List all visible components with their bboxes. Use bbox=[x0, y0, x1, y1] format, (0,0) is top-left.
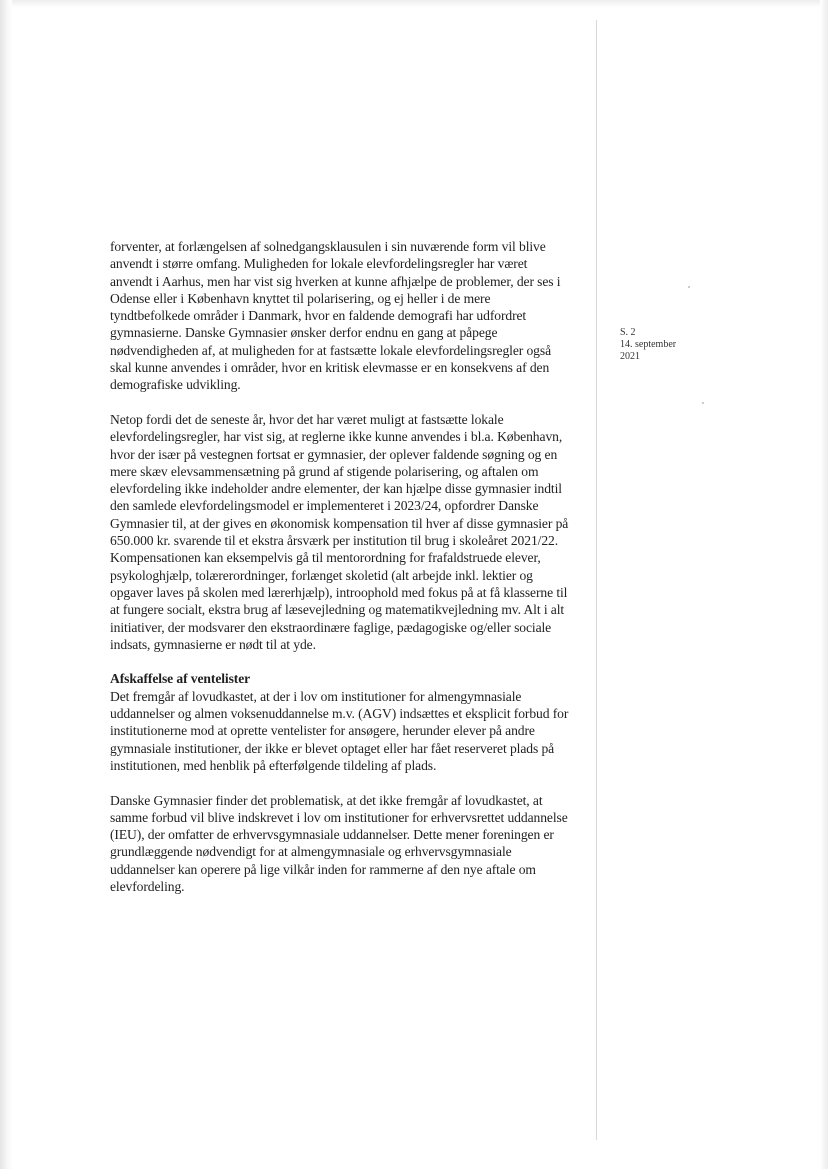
scan-top-shadow bbox=[0, 0, 828, 8]
page-meta bbox=[620, 327, 740, 363]
scan-right-shadow bbox=[820, 0, 828, 1169]
paragraph-4: Danske Gymnasier finder det problematisk, at det ikke fremgår af lovudkastet, at samme forbud vil blive indskrevet i lov om institutioner for erhvervsrettet uddannelse (IEU), der omfatter de erhvervsgymnasiale uddannelser. Dette mener foreningen er grundlæggende nødvendigt for at almengymnasiale og erhvervsgymnasiale uddannelser kan operere på lige vilkår inden for rammerne af den nye aftale om elevfordeling. bbox=[110, 792, 568, 894]
section-heading: Afskaffelse af ventelister bbox=[110, 671, 251, 687]
page-number: S. 2 bbox=[620, 327, 636, 338]
paragraph-2: Netop fordi det de seneste år, hvor det har været muligt at fastsætte lokale elevfordelingsregler, har vist sig, at reglerne ikke kunne anvendes i bl.a. København, hvor der især på vestegnen fortsat er gymnasier, der oplever faldende søgning og en mere skæv elevsammensætning på grund af stigende polarisering, og aftalen om elevfordeling ikke indeholder andre elementer, der kan hjælpe disse gymnasier indtil den samlede elevfordelingsmodel er implementeret i 2023/24, opfordrer Danske Gymnasier til, at der gives en økonomisk kompensation til hver af disse gymnasier på 650.000 kr. svarende til et ekstra årsværk per institution til brug i skoleåret 2021/22. Kompensationen kan eksempelvis gå til mentorordning for frafaldstruede elever, psykologhjælp, tolærerordninger, forlænget skoletid (alt arbejde inkl. lektier og opgaver laves på skolen med lærerhjælp), introophold med fokus på at få klasserne til at fungere socialt, ekstra brug af læsevejledning og matematikvejledning mv. Alt i alt initiativer, der modsvarer den ekstraordinære faglige, pædagogiske og/eller sociale indsats, gymnasierne er nødt til at yde. bbox=[110, 411, 569, 652]
scan-speck bbox=[702, 402, 704, 404]
date-line-2: 2021 bbox=[620, 351, 640, 362]
paragraph-1: forventer, at forlængelsen af solnedgangsklausulen i sin nuværende form vil blive anvendt i større omfang. Muligheden for lokale elevfordelingsregler har været anvendt i Aarhus, men har vist sig hverken at kunne afhjælpe de problemer, der ses i Odense eller i København knyttet til polarisering, og ej heller i de mere tyndtbefolkede områder i Danmark, hvor en faldende demografi har udfordret gymnasierne. Danske Gymnasier ønsker derfor endnu en gang at påpege nødvendigheden af, at muligheden for at fastsætte lokale elevfordelingsregler også skal kunne anvendes i områder, hvor en kritisk elevmasse er en konsekvens af den demografiske udvikling. bbox=[110, 239, 561, 393]
margin-divider-line bbox=[596, 20, 597, 1140]
date-line-1: 14. september bbox=[620, 339, 677, 350]
scan-speck bbox=[688, 286, 690, 288]
document-body bbox=[110, 238, 572, 913]
scan-left-shadow bbox=[0, 0, 12, 1169]
paragraph-3: Det fremgår af lovudkastet, at der i lov om institutioner for almengymnasiale uddannelser og almen voksenuddannelse m.v. (AGV) indsættes et eksplicit forbud for institutionerne mod at oprette ventelister for ansøgere, herunder elever på andre gymnasiale institutioner, der ikke er blevet optaget eller har fået reserveret plads på institutionen, med henblik på efterfølgende tildeling af plads. bbox=[110, 688, 569, 773]
